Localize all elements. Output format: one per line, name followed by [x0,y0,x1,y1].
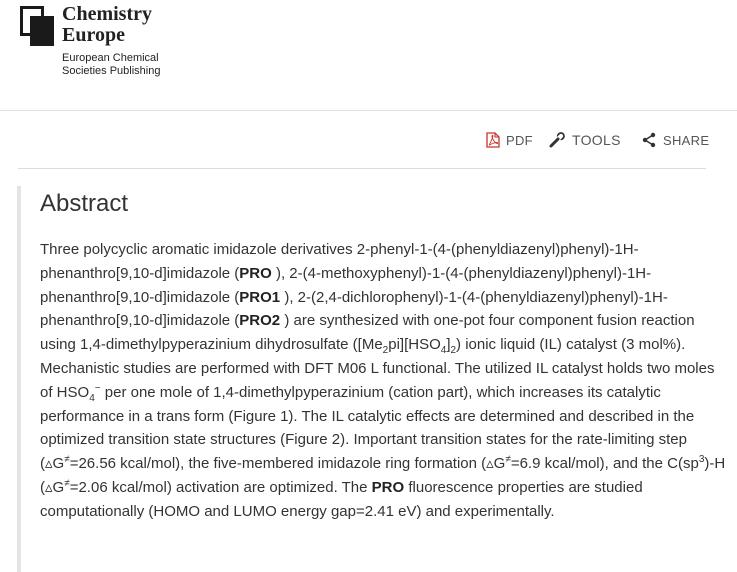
abstract-text-segment: ), 2-(2,4-dichlorophenyl)-1-(4-(phenyldiazenyl)phenyl)-1H-phenanthro[9,10-d]imidazole ( [40,288,668,330]
logo-subtitle-line-2: Societies Publishing [62,65,161,77]
logo-mark-icon [20,6,54,46]
abstract-text-segment: per one mole of 1,4-dimethylpyperazinium (cation part), which increases its catalytic performance in a trans form (Figure 1). The IL catalytic effects are determined and described in the optimized transition state structures (Figure 2). Important transition states for the rate-limiting step (▵G [40,383,695,473]
abstract-text-segment: ) are synthesized with one-pot four component fusion reaction using 1,4-dimethylpyperazinium dihydrosulfate ([Me [40,312,695,354]
logo-subtitle-line-1: European Chemical [62,52,159,64]
logo-brand-line-2: Europe [62,24,125,46]
site-header [0,0,737,111]
tools-button[interactable] [548,126,621,154]
abstract-heading: Abstract [40,190,129,217]
superscript: ≠ [505,454,511,466]
superscript: ≠ [64,454,70,466]
compound-pro: PRO [371,478,405,496]
pdf-button[interactable] [486,126,533,154]
logo-brand-line-1: Chemistry [62,3,152,25]
abstract-text-segment: Three polycyclic aromatic imidazole derivatives 2-phenyl-1-(4-(phenyldiazenyl)phenyl)-1H-phenanthro[9,10-d]imidazole ( [40,241,639,282]
abstract-text-segment: ) ionic liquid (IL) catalyst (3 mol%). Mechanistic studies are performed with DFT M06 L functional. The utilized IL catalyst holds two moles of HSO [40,336,715,401]
compound-pro1: PRO1 [239,288,281,306]
logo-brand-name [62,4,152,46]
article-toolbar [0,126,737,156]
subscript: 2 [382,345,389,357]
abstract-text-segment: ] [446,336,451,354]
abstract-text-segment: ), 2-(4-methoxyphenyl)-1-(4-(phenyldiazenyl)phenyl)-1H-phenanthro[9,10-d]imidazole ( [40,264,652,306]
abstract-section [17,186,726,572]
pdf-label: PDF [506,132,533,148]
pdf-icon [486,132,500,148]
abstract-text-segment: fluorescence properties are studied computationally (HOMO and LUMO energy gap=2.41 eV) and experimentally. [40,478,643,520]
superscript: − [94,382,101,394]
logo-subtitle [62,52,160,78]
compound-pro2: PRO2 [239,312,281,330]
compound-pro: PRO [239,264,272,282]
toolbar-divider [18,168,706,169]
share-label: SHARE [663,132,710,148]
chemistry-europe-logo[interactable] [20,3,220,86]
abstract-text [40,238,730,524]
subscript: 4 [89,392,95,404]
abstract-text-segment: =26.56 kcal/mol), the five-membered imidazole ring formation (▵G [69,455,506,473]
share-icon [641,132,657,148]
share-button[interactable] [641,126,709,154]
superscript: 3 [698,454,705,466]
abstract-text-segment: )-H (▵G [40,455,726,496]
wrench-icon [548,131,566,149]
superscript: ≠ [64,477,70,489]
abstract-text-segment: pi][HSO [388,336,441,354]
abstract-text-segment: =6.9 kcal/mol), and the C(sp [510,455,699,473]
tools-label: TOOLS [572,132,621,148]
subscript: 2 [450,345,457,357]
subscript: 4 [440,345,447,357]
abstract-text-segment: =2.06 kcal/mol) activation are optimized. The [69,478,372,496]
